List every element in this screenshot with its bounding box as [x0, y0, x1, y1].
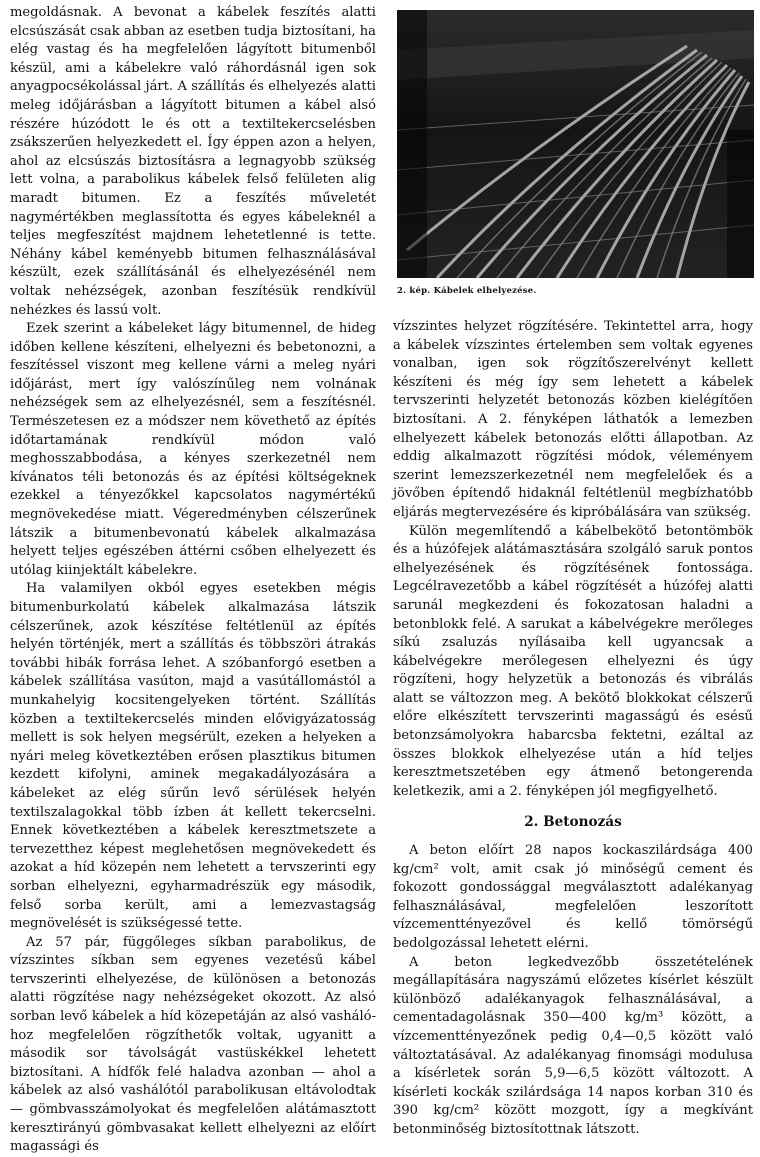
photo-image [397, 10, 754, 278]
paragraph: Az 57 pár, függőleges síkban parabolikus, de vízszintes síkban sem egyenes vezetésű kábel tervszerinti elhelyezése, de különösen a betonozás alatti rögzítése nagy nehézségeket okozott. Az alsó sorban levő kábelek a híd közepetáján az alsó vashálóhoz megfelelően rögzíthetők voltak, ugyanitt a második sor távolságát vastüskékkel lehetett biztosítani. A hídfők felé haladva azonban — ahol a kábelek az alsó vashálótól parabolikusan eltávolodtak — gömbvasszámolyokat és megfelelően alátámasztott keresztirányú gömbvasakat kellett elhelyezni az előírt magassági és [10, 934, 376, 1155]
paragraph: vízszintes helyzet rögzítésére. Tekintettel arra, hogy a kábelek vízszintes értelemben sem voltak egyenes vonalban, igen sok rögzítőszerelvényt kellett készíteni és még így sem lehetett a kábelek tervszerinti helyzetét betonozás közben kielégítően biztosítani. A 2. fényképen láthatók a lemezben elhelyezett kábelek betonozás előtti állapotban. Az eddig alkalmazott rögzítési módok, véleményem szerint lemezszerkezetnél nem megfelelőek és a jövőben építendő hidaknál feltétlenül megbízhatóbb eljárás megtervezésére és kipróbálására van szükség. [393, 319, 753, 520]
paragraph: A beton előírt 28 napos kockaszilárdsága 400 kg/cm² volt, amit csak jó minőségű cement és fokozott gondossággal megválasztott adalékanyag felhasználásával, megfelelően leszorított vízcementtényezővel és kellő tömörségű bedolgozással lehetett elérni. [393, 843, 753, 951]
figure-caption: 2. kép. Kábelek elhelyezése. [397, 286, 537, 296]
section-title: 2. Betonozás [524, 814, 622, 831]
left-column [10, 4, 376, 1157]
right-column [393, 318, 753, 1140]
paragraph: Ezek szerint a kábeleket lágy bitumennel, de hideg időben kellene készíteni, elhelyezni és bebetonozni, a feszítéssel viszont meg kellene várni a meleg nyári időjárást, mert így valószínűleg nem volnának nehézségek sem az elhelyezésnél, sem a feszítésnél. Természetesen ez a módszer nem követhető az építés időtartamának rendkívül módon való meghosszabbodása, a kényes szerkezetnél nem kívánatos téli betonozás és az építési költségeknek ezekkel a tényezőkkel kapcsolatos nagymértékű megnövekedése miatt. Végeredményben célszerűnek látszik a bitumenbevonatú kábelek alkalmazása helyett teljes egészében áttérni csőben elhelyezett és utólag kiinjektált kábelekre. [10, 321, 376, 578]
cable-placement-photo [397, 10, 754, 278]
paragraph: megoldásnak. A bevonat a kábelek feszítés alatti elcsúszását csak abban az esetben tudja biztosítani, ha elég vastag és ha megfelelően lágyított bitumenből készül, ami a kábelekre való ráhordásnál igen sok anyagpocsékolással járt. A szállítás és elhelyezés alatti meleg időjárásban a lágyított bitumen a kábel alsó részére húzódott le és ott a textiltekercselésben zsákszerűen helyezkedett el. Így éppen azon a helyen, ahol az elcsúszás biztosításra a legnagyobb szükség lett volna, a parabolikus kábelek felső felületen alig maradt bitumen. Ez a feszítés műveletét nagymértékben meglassította és egyes kábeleknél a teljes megfeszítést majdnem lehetetlenné is tette. Néhány kábel keményebb bitumen felhasználásával készült, ezek szállításánál és elhelyezésénél nem voltak nehézségek, azonban feszítésük rendkívül nehézkes és lassú volt. [10, 5, 376, 318]
paragraph: Ha valamilyen okból egyes esetekben mégis bitumenburkolatú kábelek alkalmazása látszik célszerűnek, azok készítése feltétlenül az építés helyén történjék, mert a szállítás és többszöri átrakás további hibák forrása lehet. A szóbanforgó esetben a kábelek szállítása vasúton, majd a vasútállomástól a munkahelyig kocsitengelyeken történt. Szállítás közben a textiltekercselés minden elővigyázatosság mellett is sok helyen megsérült, ezeken a helyeken a nyári meleg következtében erősen plasztikus bitumen kezdett kifolyni, aminek megakadályozására a kábeleket az elég sűrűn levő sérülések helyén textilszalagokkal több ízben át kellett tekercselni. Ennek következtében a kábelek keresztmetszete a tervezetthez képest meglehetősen megnövekedett és azokat a híd közepén nem lehetett a tervszerinti egy sorban elhelyezni, egyharmadrészük egy második, felső sorba került, ami a lemezvastagság megnövelését is szükségessé tette. [10, 581, 376, 932]
paragraph: A beton legkedvezőbb összetételének megállapítására nagyszámú előzetes kísérlet készült különböző adalékanyagok felhasználásával, a cementadagolásnak 350—400 kg/m³ között, a vízcementtényezőnek pedig 0,4—0,5 között való változtatásával. Az adalékanyag finomsági modulusa a kísérletek során 5,9—6,5 között változott. A kísérleti kockák szilárdsága 14 napos korban 310 és 390 kg/cm² között mozgott, így a megkívánt betonminőség biztosítottnak látszott. [393, 954, 753, 1137]
paragraph: Külön megemlítendő a kábelbekötő betontömbök és a húzófejek alátámasztására szolgáló saruk pontos elhelyezésének és rögzítésének fontossága. Legcélravezetőbb a kábel rögzítését a húzófej alatti sarunál megkezdeni és fokozatosan haladni a betonblokk felé. A sarukat a kábelvégekre merőleges síkú zsaluzás nyílásaiba kell ugyancsak a kábelvégekre merőlegesen elhelyezni és úgy rögzíteni, hogy helyzetük a betonozás és vibrálás alatt se változzon meg. A bekötő blokkokat célszerű előre elkészített tervszerinti magasságú és esésű betonzsámolyokra habarcsba fektetni, ezáltal az összes blokkok elhelyezése után a híd teljes keresztmetszetében egy átmenő betongerenda keletkezik, ami a 2. fényképen jól megfigyelhető. [393, 523, 753, 799]
